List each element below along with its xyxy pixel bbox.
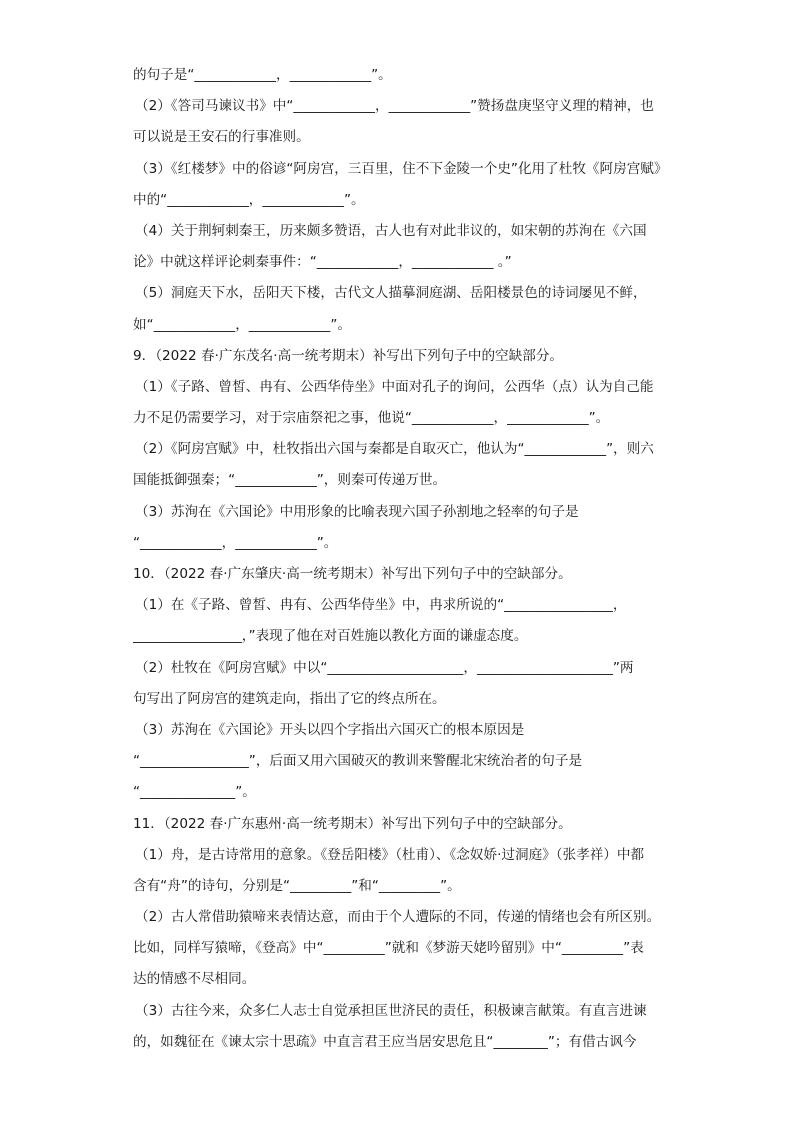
text-line: （3）苏洵在《六国论》开头以四个字指出六国灭亡的根本原因是 <box>135 721 525 738</box>
text-line: （3）《红楼梦》中的俗谚“阿房宫，三百里，住不下金陵一个史”化用了杜牧《阿房宫赋》 <box>135 160 668 177</box>
text-line: 句写出了阿房宫的建筑走向，指出了它的终点所在。 <box>133 690 446 707</box>
text-line: （1）舟，是古诗常用的意象。《登岳阳楼》（杜甫）、《念奴娇·过洞庭》（张孝祥）中都 <box>135 846 645 863</box>
text-line: 论》中就这样评论刺秦事件：“____________，____________ 。” <box>133 254 512 271</box>
text-line: （5）洞庭天下水，岳阳天下楼，古代文人描摹洞庭湖、岳阳楼景色的诗词屡见不鲜， <box>135 285 647 302</box>
text-line: （2）古人常借助猿啼来表情达意，而由于个人遭际的不同，传递的情绪也会有所区别。 <box>135 909 661 926</box>
text-line: （2）《答司马谏议书》中“____________，____________”赞扬盘庚坚守义理的精神，也 <box>135 98 654 115</box>
text-line: 中的“____________，____________”。 <box>133 191 365 208</box>
text-line: （1）在《子路、曾皙、冉有、公西华侍坐》中，冉求所说的“________________， <box>135 597 627 614</box>
text-line: 达的情感不尽相同。 <box>133 971 256 988</box>
text-line: 的，如魏征在《谏太宗十思疏》中直言君王应当居安思危且“________”；有借古讽今 <box>133 1033 637 1050</box>
text-line: （2）杜牧在《阿房宫赋》中以“____________________，____________________”两 <box>135 659 634 676</box>
question-heading: 11．（2022 春·广东惠州·高一统考期末）补写出下列句子中的空缺部分。 <box>133 815 572 832</box>
text-line: （1）《子路、曾皙、冉有、公西华侍坐》中面对孔子的询问，公西华（点）认为自己能 <box>135 378 654 395</box>
text-line: 力不足仍需要学习，对于宗庙祭祀之事，他说“____________，____________”。 <box>133 410 610 427</box>
text-line: “______________”。 <box>133 784 256 801</box>
text-line: 国能抵御强秦；“____________”，则秦可传递万世。 <box>133 472 447 489</box>
text-line: 如“____________，____________”。 <box>133 316 351 333</box>
text-line: （3）古往今来，众多仁人志士自觉承担匡世济民的责任，积极谏言献策。有直言进谏 <box>135 1002 647 1019</box>
text-line: 含有“舟”的诗句，分别是“_________”和“_________”。 <box>133 877 461 894</box>
text-line: （3）苏洵在《六国论》中用形象的比喻表现六国子孙割地之轻率的句子是 <box>135 503 579 520</box>
text-line: 可以说是王安石的行事准则。 <box>133 129 310 146</box>
text-line: （2）《阿房宫赋》中，杜牧指出六国与秦都是自取灭亡，他认为“____________”，则六 <box>135 441 654 458</box>
text-line: “____________，____________”。 <box>133 534 338 551</box>
text-line: 的句子是“____________，____________”。 <box>133 67 392 83</box>
text-line: （4）关于荆轲刺秦王，历来颇多赞语，古人也有对此非议的，如宋朝的苏洵在《六国 <box>135 222 647 239</box>
text-line: 比如，同样写猿啼，《登高》中“_________”就和《梦游天姥吟留别》中“_________”表 <box>133 940 644 957</box>
text-line: ________________，”表现了他在对百姓施以教化方面的谦虚态度。 <box>133 628 528 645</box>
question-heading: 10．（2022 春·广东肇庆·高一统考期末）补写出下列句子中的空缺部分。 <box>133 566 572 582</box>
text-line: “________________”，后面又用六国破灭的教训来警醒北宋统治者的句子是 <box>133 753 583 770</box>
question-heading: 9．（2022 春·广东茂名·高一统考期末）补写出下列句子中的空缺部分。 <box>133 347 564 364</box>
